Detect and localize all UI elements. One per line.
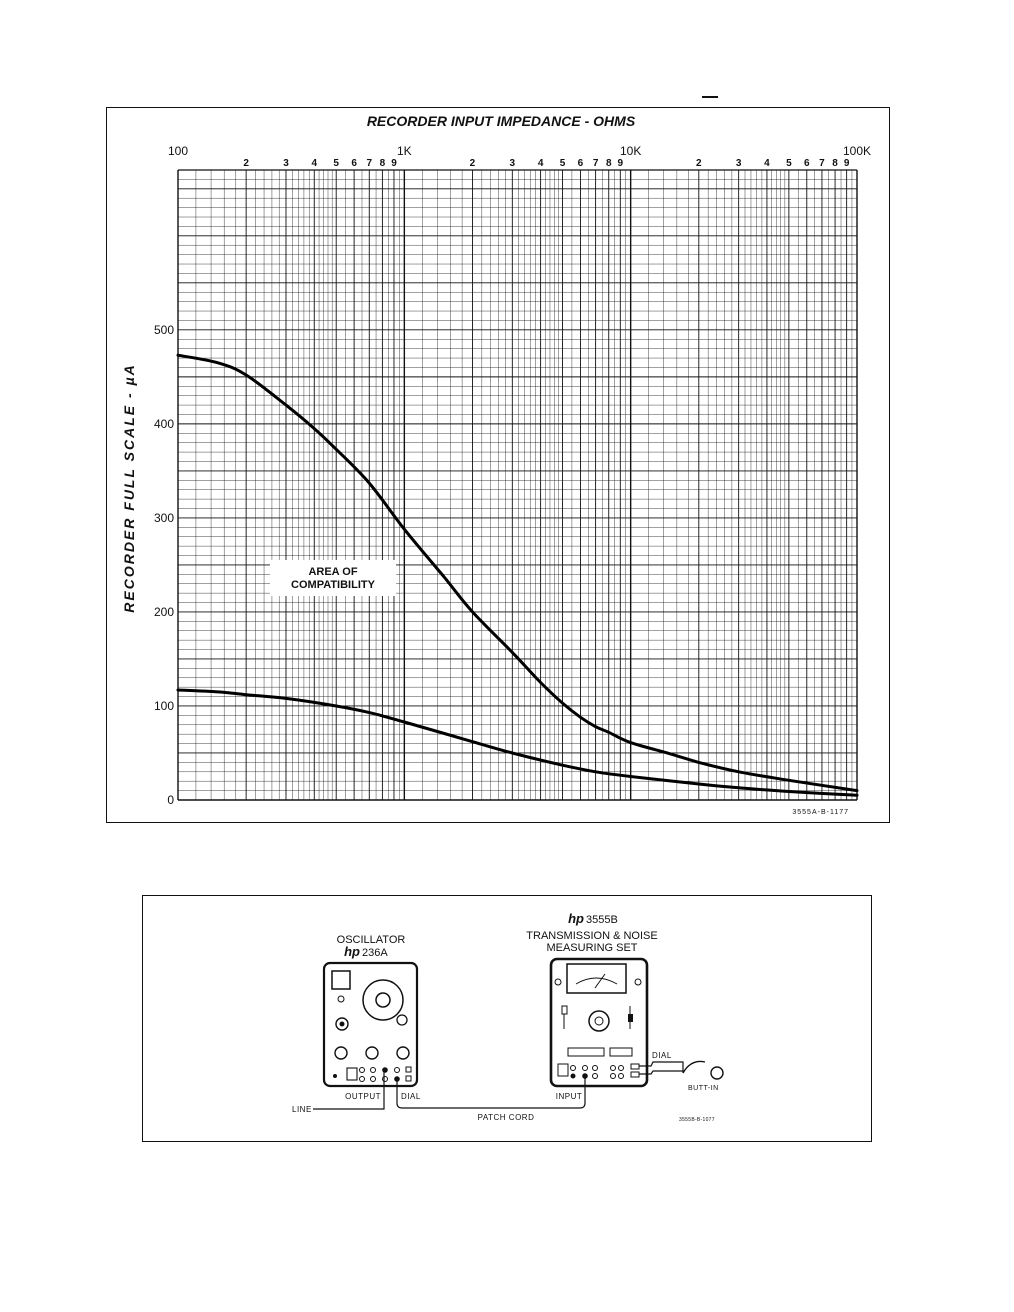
measuring-set-title-2: MEASURING SET <box>546 942 638 954</box>
oscillator-main-dial <box>363 980 403 1020</box>
chart-grid <box>178 170 857 800</box>
area-of-compatibility-label <box>270 560 396 596</box>
y-axis-label: RECORDER FULL SCALE - µA <box>121 363 137 613</box>
impedance-chart <box>107 108 888 821</box>
x-minor-tick-label: 4 <box>537 158 544 169</box>
measuring-set-title-1: TRANSMISSION & NOISE <box>526 930 658 942</box>
test-setup-diagram-panel <box>142 895 872 1142</box>
label-butt-in: BUTT-IN <box>688 1085 719 1092</box>
x-minor-tick-label: 7 <box>366 158 373 169</box>
diagram-figure-id: 3555B-B-1077 <box>679 1117 715 1123</box>
measuring-set-device <box>551 959 647 1086</box>
oscillator-model: 236A <box>362 947 388 959</box>
y-tick-label: 300 <box>153 510 174 525</box>
oscillator-title: OSCILLATOR <box>336 934 406 946</box>
x-minor-tick-label: 7 <box>592 158 599 169</box>
measuring-set-model: 3555B <box>586 914 618 926</box>
label-dial-oscillator: DIAL <box>401 1092 421 1101</box>
x-minor-tick-label: 4 <box>764 158 770 169</box>
y-tick-label: 200 <box>153 604 174 619</box>
x-minor-tick-label: 3 <box>735 158 742 169</box>
x-major-tick-label: 100 <box>167 144 189 158</box>
x-minor-tick-label: 9 <box>391 158 397 169</box>
top-dash-mark <box>702 96 718 98</box>
x-minor-tick-label: 8 <box>379 158 386 169</box>
measuring-set-brand: hp <box>568 911 584 926</box>
chart-panel <box>106 107 890 823</box>
label-input: INPUT <box>555 1092 583 1101</box>
chart-title: RECORDER INPUT IMPEDANCE - OHMS <box>366 113 636 129</box>
x-minor-tick-label: 9 <box>843 158 850 169</box>
x-minor-tick-label: 5 <box>333 158 339 169</box>
y-tick-labels <box>154 323 174 807</box>
chart-figure-id: 3555A-B-1177 <box>792 809 849 816</box>
x-minor-tick-label: 8 <box>605 158 612 169</box>
x-minor-tick-label: 2 <box>243 158 249 169</box>
y-tick-label: 400 <box>153 416 174 431</box>
oscillator-device <box>324 963 417 1086</box>
x-minor-tick-label: 8 <box>832 158 838 169</box>
x-minor-tick-label: 2 <box>469 158 476 169</box>
y-tick-label: 500 <box>153 322 174 337</box>
x-minor-tick-label: 6 <box>577 158 584 169</box>
x-minor-tick-label: 5 <box>559 158 566 169</box>
x-minor-tick-label: 7 <box>819 158 825 169</box>
annotation-line-2: COMPATIBILITY <box>291 579 375 591</box>
oscillator-output-jack <box>382 1067 388 1073</box>
x-minor-tick-label: 4 <box>311 158 318 169</box>
measuring-set-input-jack <box>582 1073 588 1079</box>
label-line: LINE <box>292 1105 312 1114</box>
x-tick-labels <box>168 144 871 169</box>
x-major-tick-label: 10K <box>619 144 642 158</box>
oscillator-meter <box>332 971 350 989</box>
oscillator-brand: hp <box>344 944 360 959</box>
x-major-tick-label: 1K <box>396 144 412 158</box>
y-tick-label: 100 <box>153 698 174 713</box>
x-minor-tick-label: 2 <box>696 158 702 169</box>
oscillator-dial-jack <box>394 1076 400 1082</box>
x-major-tick-label: 100K <box>842 144 872 158</box>
label-dial-set: DIAL <box>652 1051 672 1060</box>
x-minor-tick-label: 9 <box>617 158 624 169</box>
measuring-set-dial <box>589 1011 609 1031</box>
label-patch-cord: PATCH CORD <box>477 1113 535 1122</box>
x-minor-tick-label: 3 <box>283 158 289 169</box>
label-output: OUTPUT <box>345 1092 381 1101</box>
x-minor-tick-label: 5 <box>786 158 792 169</box>
annotation-line-1: AREA OF <box>308 566 358 578</box>
x-minor-tick-label: 6 <box>351 158 357 169</box>
x-minor-tick-label: 6 <box>804 158 810 169</box>
x-minor-tick-label: 3 <box>509 158 516 169</box>
butt-in-handset-icon <box>683 1061 723 1079</box>
y-tick-label: 0 <box>167 793 174 807</box>
test-setup-diagram <box>143 896 870 1140</box>
